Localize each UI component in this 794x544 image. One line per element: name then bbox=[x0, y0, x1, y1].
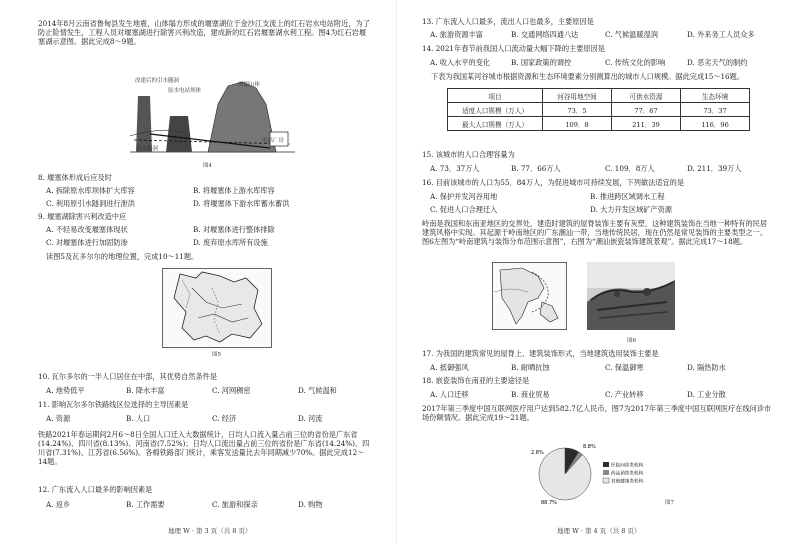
q18-stem: 18. 嵌瓷装饰在南亚的主要途径是 bbox=[422, 376, 530, 385]
table-cell: 77．67 bbox=[612, 103, 681, 117]
intro-q19: 2017年第三季度中国互联网医疗用户达到582.7亿人民币，图7为2017年第三季度中国互联网医疗在线问诊市场份额情况。据此完成19～21题。 bbox=[422, 404, 772, 422]
q12-stem: 12. 广东流入人口最多的影响因素是 bbox=[38, 485, 153, 494]
fig5-caption: 图5 bbox=[212, 352, 221, 358]
pie-slice bbox=[539, 448, 591, 500]
legend-label: 医院问诊类机构 bbox=[611, 463, 644, 469]
q17-option-d: D. 隔热防水 bbox=[687, 363, 726, 372]
table-cell: 适度人口规模（万人） bbox=[448, 103, 543, 117]
legend-swatch bbox=[603, 470, 609, 475]
pie-data-label: 8.8% bbox=[583, 444, 596, 450]
table-cell: 73．5 bbox=[543, 103, 612, 117]
q8-option-c: C. 利用原引水隧洞进行泄洪 bbox=[46, 199, 135, 208]
table-header-cell: 河谷用地空间 bbox=[543, 89, 612, 103]
legend-swatch bbox=[603, 478, 609, 483]
q18-option-b: B. 商业贸易 bbox=[511, 390, 550, 399]
intro-q15: 下表为我国某河谷城市根据资源和生态环境要素分别测算出的城市人口规模。据此完成15～16题。 bbox=[431, 72, 744, 81]
table-cell: 211．39 bbox=[612, 117, 681, 131]
fig4-label-3: 坍塌山体 bbox=[238, 82, 261, 88]
fig4-label-1: 改建后的引水隧洞 bbox=[135, 78, 180, 84]
q12-option-c: C. 旅游和探亲 bbox=[212, 500, 258, 509]
q9-option-d: D. 废弃原水库所有设施 bbox=[193, 238, 268, 247]
fig4-label-4: 电站厂房 bbox=[262, 138, 285, 144]
q12-option-b: B. 工作需要 bbox=[126, 500, 165, 509]
q14-option-c: C. 传统文化的影响 bbox=[605, 58, 666, 67]
pie-slices bbox=[539, 448, 591, 500]
pie-data-label: 88.7% bbox=[541, 500, 557, 506]
q18-option-c: C. 产业转移 bbox=[605, 390, 644, 399]
q16-option-d: D. 大力开发区域矿产资源 bbox=[590, 205, 672, 214]
q15-option-b: B. 77．66万人 bbox=[511, 164, 561, 173]
q10-option-b: B. 降水丰富 bbox=[126, 386, 165, 395]
q13-stem: 13. 广东流入人口最多，流出人口也最多，主要原因是 bbox=[422, 17, 594, 26]
intro-q8: 2014年8月云南省鲁甸县发生地震，山体塌方形成的堰塞湖位于金沙江支流上的红石岩水电站附近，为了防止险情发生，工程人员对堰塞湖进行除害兴利改造，建成新的红石岩堰塞湖水利工程。图4为红石岩堰塞湖示意图。据此完成8～9题。 bbox=[38, 19, 370, 46]
q13-option-d: D. 外来务工人员众多 bbox=[687, 30, 755, 39]
q17-option-c: C. 保温御寒 bbox=[605, 363, 644, 372]
q17-stem: 17. 为我国的建筑常见的屋脊上、建筑装饰形式，当地建筑选用装饰主要是 bbox=[422, 349, 659, 358]
figure-5-map bbox=[162, 268, 272, 348]
figure-7-pie-chart bbox=[527, 440, 667, 506]
q12-option-d: D. 购物 bbox=[298, 500, 323, 509]
q17-option-a: A. 抵御强风 bbox=[430, 363, 469, 372]
right-page bbox=[397, 0, 794, 544]
pie-data-label: 2.8% bbox=[531, 450, 544, 456]
page-footer-left: 地理 W · 第 3 页（共 8 页） bbox=[168, 527, 252, 535]
q9-option-a: A. 不轻易改变堰塞体现状 bbox=[46, 225, 128, 234]
table-row bbox=[448, 117, 750, 131]
q9-stem: 9. 堰塞湖除害兴利改造中应 bbox=[38, 212, 127, 221]
table-cell: 109．8 bbox=[543, 117, 612, 131]
fig4-label-2: 原水电站坝体 bbox=[168, 88, 202, 94]
q14-option-d: D. 恶劣天气的制约 bbox=[687, 58, 748, 67]
q14-option-b: B. 国家政策的调控 bbox=[511, 58, 572, 67]
table-header-row bbox=[448, 89, 750, 103]
legend-label: 药品销售类机构 bbox=[611, 471, 644, 477]
legend-label: 其他健康类机构 bbox=[611, 479, 644, 485]
q16-option-a: A. 保护并发河谷用地 bbox=[430, 192, 498, 201]
intro-q10: 读图5及瓦多尔尔的地理位置，完成10～11题。 bbox=[46, 252, 199, 261]
q8-option-d: D. 将堰塞体下游水库蓄水蓄洪 bbox=[193, 199, 290, 208]
table-cell: 最大人口规模（万人） bbox=[448, 117, 543, 131]
q10-option-d: D. 气候温和 bbox=[298, 386, 337, 395]
q15-option-c: C. 109．8万人 bbox=[605, 164, 655, 173]
q8-option-b: B. 将堰塞体上游水库库容 bbox=[193, 186, 275, 195]
q13-option-c: C. 气候温暖湿润 bbox=[605, 30, 658, 39]
q15-stem: 15. 该城市的人口合理容量为 bbox=[422, 150, 515, 159]
q8-stem: 8. 堰塞体形成后应及时 bbox=[38, 173, 112, 182]
q11-option-d: D. 河流 bbox=[298, 414, 323, 423]
q18-option-d: D. 工业分散 bbox=[687, 390, 726, 399]
fig6-caption: 图6 bbox=[627, 338, 636, 344]
q9-option-c: C. 对堰塞体进行加固防渗 bbox=[46, 238, 128, 247]
q18-option-a: A. 人口迁移 bbox=[430, 390, 469, 399]
q10-stem: 10. 瓦尔多尔的一半人口居住在中部，其优势自然条件是 bbox=[38, 372, 218, 381]
q12-option-a: A. 返乡 bbox=[46, 500, 71, 509]
fig4-caption: 图4 bbox=[203, 163, 212, 169]
intro-q17: 岭南是我国和东南亚地区的交界处，建造时建筑的屋脊装饰主要有灰塑，这种建筑装饰在当地一种特有的民居建筑风格中实现。其起源于岭南地区的广东潮汕一带，当地传统民居，现在仍然是常见装饰的主要类型之一。图6左图为“岭南建筑与装饰分布范围示意图”，右图为“潮汕嵌瓷装饰建筑景观”。据此完成17～18题。 bbox=[422, 219, 768, 246]
q13-option-b: B. 交通网络四通八达 bbox=[511, 30, 579, 39]
population-table bbox=[447, 88, 750, 131]
table-header-cell: 项目 bbox=[448, 89, 543, 103]
q17-option-b: B. 耐晒抗蚀 bbox=[511, 363, 550, 372]
intro-q12: 铁路2021年春运期间2月6～8日全国人口迁入大数据统计，日均人口流入量占前三位的省份是广东省(14.24%)、四川省(8.13%)、河南省(7.52%)；日均人口流出量占前三位的省份是广东省(14.24%)、四川省(7.31%)、江苏省(6.56%)。各棉铁路部门统计，乘客发送量比去年同期减少70%。据此完成12～14题。 bbox=[38, 430, 370, 466]
fig4-label-5: 引水隧洞 bbox=[136, 146, 159, 152]
q14-option-a: A. 收入水平的变化 bbox=[430, 58, 491, 67]
q11-stem: 11. 影响瓦尔多尔铁路线区位选择的主导因素是 bbox=[38, 400, 189, 409]
q14-stem: 14. 2021年春节前我国人口流动量大幅下降的主要原因是 bbox=[422, 44, 605, 53]
figure-6-map bbox=[492, 262, 567, 330]
legend-swatch bbox=[603, 462, 609, 467]
page-footer-right: 地理 W · 第 4 页（共 8 页） bbox=[557, 527, 641, 535]
q15-option-d: D. 211．39万人 bbox=[687, 164, 742, 173]
q16-option-c: C. 促进人口合理迁入 bbox=[430, 205, 498, 214]
q16-stem: 16. 目前该城市的人口为55．84万人，为促进城市可持续发展，下列做法适宜的是 bbox=[422, 178, 685, 187]
q13-option-a: A. 旅游资源丰富 bbox=[430, 30, 483, 39]
table-row bbox=[448, 103, 750, 117]
q15-option-a: A. 73．37万人 bbox=[430, 164, 480, 173]
table-cell: 73．37 bbox=[681, 103, 750, 117]
q16-option-b: B. 推进跨区域调水工程 bbox=[590, 192, 665, 201]
q9-option-b: B. 对堰塞体进行整体排除 bbox=[193, 225, 275, 234]
table-header-cell: 生态环境 bbox=[681, 89, 750, 103]
q8-option-a: A. 拆除原水库坝体扩大库容 bbox=[46, 186, 135, 195]
table-cell: 116．96 bbox=[681, 117, 750, 131]
pie-legend bbox=[603, 462, 644, 485]
fig7-caption: 图7 bbox=[665, 500, 674, 506]
q11-option-b: B. 人口 bbox=[126, 414, 151, 423]
q10-option-c: C. 河网稠密 bbox=[212, 386, 251, 395]
q11-option-c: C. 经济 bbox=[212, 414, 237, 423]
table-header-cell: 可供水资源 bbox=[612, 89, 681, 103]
figure-6-roof-photo bbox=[587, 262, 675, 330]
q11-option-a: A. 资源 bbox=[46, 414, 71, 423]
q10-option-a: A. 地势低平 bbox=[46, 386, 85, 395]
